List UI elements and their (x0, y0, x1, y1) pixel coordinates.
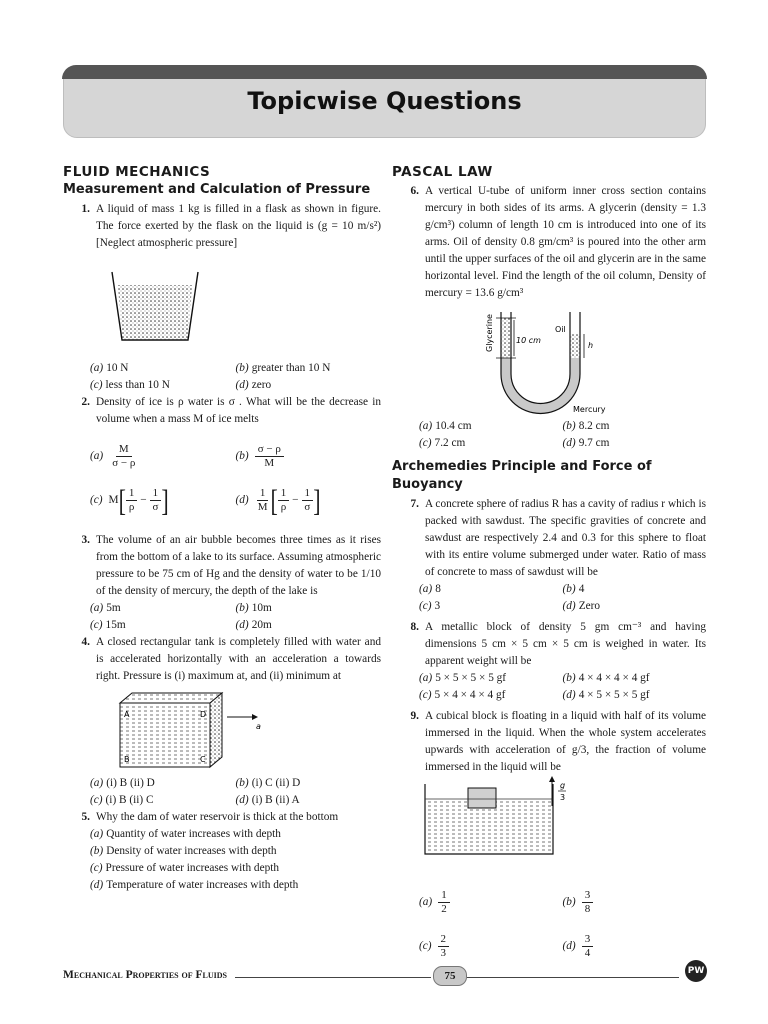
question-number: 9. (410, 710, 419, 722)
option-d[interactable]: (d) zero (235, 379, 272, 391)
question-text: Why the dam of water reservoir is thick at the bottom (96, 811, 339, 823)
option-d[interactable]: (d) (i) B (ii) A (235, 794, 300, 806)
question-2 (63, 394, 381, 522)
floating-block-figure (392, 776, 706, 874)
page-header (63, 66, 706, 138)
left-column (63, 163, 381, 894)
question-9 (392, 708, 706, 968)
question-text: A cubical block is floating in a liquid with half of its volume immersed in the liquid. When the whole system accelerates upwards with acceleration of g/3, the fraction of volume immersed in the liquid will be (425, 710, 706, 773)
page-footer (63, 966, 706, 988)
option-b[interactable]: (b) 8.2 cm (562, 420, 610, 432)
option-a[interactable]: (a) $\frac{M}{\sigma - \rho}$ (90, 442, 136, 469)
options (419, 581, 706, 615)
tank-figure (63, 685, 381, 775)
option-b[interactable]: (b) $\frac{3}{8}$ (563, 880, 707, 924)
footer-title: Mechanical Properties of Fluids (63, 969, 227, 981)
question-6 (392, 183, 706, 452)
label-glycerine: Glycerine (485, 314, 494, 352)
option-c[interactable]: (c) Pressure of water increases with depth (90, 862, 280, 874)
label-3: 3 (560, 793, 566, 802)
option-c[interactable]: (c) less than 10 N (90, 379, 170, 391)
question-4 (63, 634, 381, 809)
label-a: a (256, 722, 261, 731)
option-d[interactable]: (d) Zero (562, 600, 601, 612)
options (90, 826, 381, 894)
right-column (392, 163, 706, 968)
section-title: FLUID MECHANICS (63, 164, 211, 180)
question-text: A concrete sphere of radius R has a cavity of radius r which is packed with sawdust. The specific gravities of concrete and sawdust are respectively 2.4 and 0.3 for this sphere to float with its entire volume submerged under water. Ratio of mass of concrete to mass of sawdust will be (425, 498, 706, 578)
subsection-title: Archemedies Principle and Force of Buoyancy (392, 459, 652, 492)
label-10cm: 10 cm (516, 336, 541, 345)
question-3 (63, 532, 381, 634)
options (419, 418, 706, 452)
option-c[interactable]: (c) $\frac{2}{3}$ (419, 924, 563, 968)
question-text: A liquid of mass 1 kg is filled in a flask as shown in figure. The force exerted by the flask on the liquid is (g = 10 m/s²) [Neglect atmospheric pressure] (96, 203, 381, 249)
page-title: Topicwise Questions (247, 87, 522, 115)
label-h: h (588, 341, 594, 350)
option-b[interactable]: (b) 10m (235, 602, 272, 614)
question-text: The volume of an air bubble becomes three times as it rises from the bottom of a lake to its surface. Assuming atmospheric pressure to be 75 cm of Hg and the density of water to be 1/10 of the density of mercury, the depth of the lake is (96, 534, 381, 597)
options (90, 360, 381, 394)
question-7 (392, 496, 706, 615)
option-a[interactable]: (a) 5m (90, 602, 121, 614)
option-d[interactable]: (d) Temperature of water increases with depth (90, 879, 299, 891)
option-d[interactable]: (d) 4 × 5 × 5 × 5 gf (562, 689, 650, 701)
question-text: A vertical U-tube of uniform inner cross section contains mercury in both sides of its arms. A glycerin (density = 1.3 g/cm³) column of length 10 cm is introduced into one of its arms. Oil of density 0.8 gm/cm³ is poured into the other arm until the upper surfaces of the oil and glycerin are in the same horizontal level. Find the length of the oil column, Density of mercury = 13.6 g/cm³ (425, 185, 706, 299)
question-1 (63, 201, 381, 394)
section-title: PASCAL LAW (392, 164, 493, 180)
option-a[interactable]: (a) (i) B (ii) D (90, 777, 155, 789)
question-number: 8. (410, 621, 419, 633)
option-d[interactable]: (d) 20m (235, 619, 272, 631)
option-d[interactable]: (d) $\frac{3}{4}$ (563, 924, 707, 968)
option-a[interactable]: (a) 5 × 5 × 5 × 5 gf (419, 672, 507, 684)
label-g: g (560, 781, 566, 790)
option-a[interactable]: (a) 10 N (90, 362, 129, 374)
options (90, 600, 381, 634)
options (419, 670, 706, 704)
question-text: Density of ice is ρ water is σ . What will be the decrease in volume when a mass M of ice melts (96, 396, 381, 425)
page-number: 75 (433, 966, 467, 986)
option-b[interactable]: (b) Density of water increases with depth (90, 845, 277, 857)
question-text: A closed rectangular tank is completely filled with water and is accelerated horizontally with an acceleration a towards right. Pressure is (i) maximum at, and (ii) minimum at (96, 636, 381, 682)
question-number: 3. (81, 534, 90, 546)
flask-figure (63, 252, 381, 360)
options (90, 434, 381, 522)
label-mercury: Mercury (573, 405, 606, 414)
option-c[interactable]: (c) 15m (90, 619, 126, 631)
u-tube-figure (392, 302, 706, 418)
option-c[interactable]: (c) M [ $\frac{1}{\rho}$ − $\frac{1}{\sigma}$ ] (90, 482, 169, 518)
option-a[interactable]: (a) 10.4 cm (419, 420, 472, 432)
question-number: 2. (81, 396, 90, 408)
question-number: 4. (81, 636, 90, 648)
option-b[interactable]: (b) (i) C (ii) D (235, 777, 301, 789)
option-d[interactable]: (d) $\frac{1}{M}$ [ $\frac{1}{\rho}$ − $\frac{1}{\sigma}$ ] (235, 482, 321, 518)
option-c[interactable]: (c) (i) B (ii) C (90, 794, 154, 806)
option-b[interactable]: (b) greater than 10 N (235, 362, 331, 374)
label-oil: Oil (555, 325, 566, 334)
label-C: C (200, 755, 206, 764)
option-a[interactable]: (a) $\frac{1}{2}$ (419, 880, 563, 924)
publisher-logo-icon: PW (685, 960, 707, 982)
option-b[interactable]: (b) 4 × 4 × 4 × 4 gf (562, 672, 650, 684)
question-5 (63, 809, 381, 894)
option-b[interactable]: (b) 4 (562, 583, 585, 595)
option-c[interactable]: (c) 3 (419, 600, 441, 612)
footer-divider (235, 977, 431, 978)
question-8 (392, 619, 706, 704)
question-number: 6. (410, 185, 419, 197)
options (419, 880, 706, 968)
label-D: D (200, 710, 207, 719)
question-number: 1. (81, 203, 90, 215)
option-c[interactable]: (c) 5 × 4 × 4 × 4 gf (419, 689, 506, 701)
footer-divider (467, 977, 679, 978)
question-text: A metallic block of density 5 gm cm⁻³ and having dimensions 5 cm × 5 cm × 5 cm is weighed in water. Its apparent weight will be (425, 621, 706, 667)
option-a[interactable]: (a) 8 (419, 583, 441, 595)
option-d[interactable]: (d) 9.7 cm (562, 437, 610, 449)
option-b[interactable]: (b) $\frac{\sigma - \rho}{M}$ (236, 434, 382, 478)
question-number: 5. (81, 811, 90, 823)
option-a[interactable]: (a) Quantity of water increases with depth (90, 828, 281, 840)
label-A: A (124, 710, 130, 719)
subsection-title: Measurement and Calculation of Pressure (63, 182, 371, 197)
question-number: 7. (410, 498, 419, 510)
options (90, 775, 381, 809)
option-c[interactable]: (c) 7.2 cm (419, 437, 466, 449)
label-B: B (124, 755, 130, 764)
